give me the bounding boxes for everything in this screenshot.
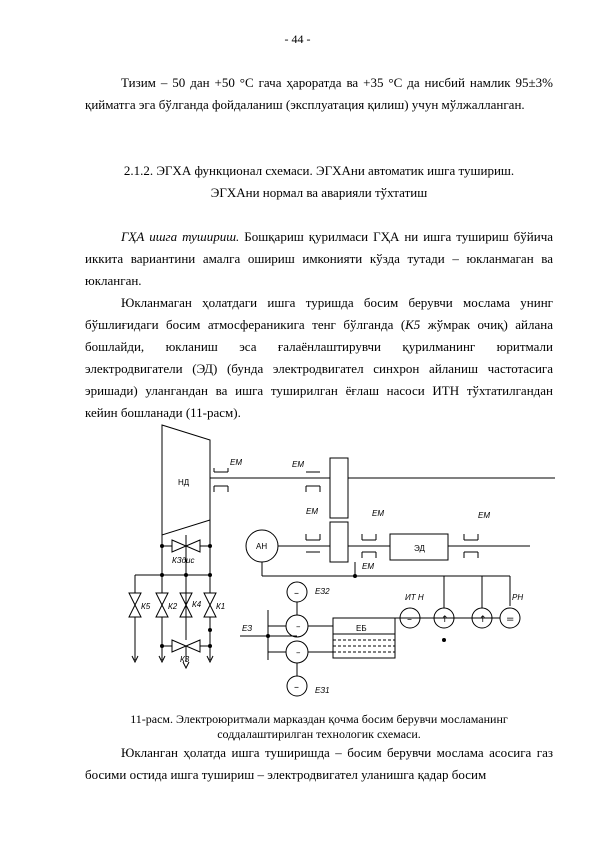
figure-caption: [85, 712, 553, 742]
figure-caption-line-1: 11-расм. Электроюритмали марказдан қочма босим берувчи мосламанинг: [130, 712, 508, 726]
svg-text:↑: ↑: [441, 615, 449, 625]
svg-text:–: –: [407, 614, 412, 625]
label-k1: К1: [216, 602, 226, 611]
paragraph-4: Юкланган ҳолатда ишга туширишда – босим берувчи мослама асосига газ босими остида ишга тушириш – электродвигател уланишга қадар босим: [85, 745, 553, 782]
paragraph-1: Тизим – 50 дан +50 °С гача ҳароратда ва +35 °С да нисбий намлик 95±3% қийматга эга бўлганда фойдаланиш (эксплуатация қилиш) учун мўлжалланган.: [85, 75, 553, 112]
label-ez2: ЕЗ2: [315, 587, 330, 596]
valve-k3dis: [172, 540, 186, 552]
label-an: АН: [256, 542, 268, 551]
svg-text:–: –: [294, 682, 299, 693]
bearing-em-1: [214, 468, 228, 492]
valve-k5: [129, 575, 141, 660]
bearing-em-2: [306, 472, 320, 492]
paragraph-3-part-2: жўмрак очиқ) айлана бошлайди, юкланиш эса ғалаёнлаштирувчи қурилманинг юритмали электродвигатели (ЭД) (бунда электродвигател синхрон айланиш частотасига эришади) улангандан ва ишга туширилган ёғлаш насоси ИТН тўхтатилгандан кейин бошланади (11-расм).: [85, 317, 553, 420]
shaft-block: [330, 458, 348, 518]
paragraph-3-part-1: Юкланмаган ҳолатдаги ишга туришда босим берувчи мослама унинг бўшлиғидаги босим атмосфераникига тенг бўлганда (: [85, 295, 553, 332]
label-em-4: ЕМ: [372, 509, 384, 518]
label-em-2: ЕМ: [292, 460, 304, 469]
valve-k3: [172, 640, 186, 652]
page-number: - 44 -: [284, 32, 311, 46]
paragraph-3-k5: К5: [405, 317, 421, 332]
label-k4: К4: [192, 600, 202, 609]
label-k2: К2: [168, 602, 178, 611]
label-ez: ЕЗ: [242, 624, 253, 633]
label-em-1: ЕМ: [230, 458, 242, 467]
paragraph-2-text: Бошқариш қурилмаси ГҲА ни ишга тушириш бўйича иккита вариантини амалга ошириш имконияти кўзда тутади – юкланмаган ва юкланган.: [85, 229, 553, 288]
label-nd: НД: [178, 478, 190, 487]
svg-text:–: –: [296, 648, 301, 658]
label-itn: ИТ Н: [405, 593, 424, 602]
bearing-em-3: [306, 534, 320, 552]
label-k5: К5: [141, 602, 151, 611]
label-k3dis: КЗдис: [172, 556, 195, 565]
label-ed: ЭД: [414, 544, 425, 553]
label-rn: РН: [512, 593, 524, 602]
figure-caption-line-2: соддалаштирилган технологик схемаси.: [217, 727, 421, 741]
label-eb: ЕБ: [356, 624, 367, 633]
section-heading-line-1: 2.1.2. ЭГХА функционал схемаси. ЭГХАни автоматик ишга тушириш.: [123, 163, 515, 178]
label-em-5: ЕМ: [362, 562, 374, 571]
label-ez1: ЕЗ1: [315, 686, 330, 695]
paragraph-2-lead: ГҲА ишга тушириш.: [121, 229, 240, 244]
label-k3: К3: [180, 655, 190, 664]
svg-text:=: =: [506, 614, 515, 625]
svg-text:–: –: [294, 588, 299, 599]
section-heading-line-2: ЭГХАни нормал ва аварияли тўхтатиш: [210, 185, 428, 200]
svg-text:–: –: [296, 622, 301, 632]
label-em-3: ЕМ: [306, 507, 318, 516]
svg-text:↑: ↑: [479, 615, 487, 625]
label-em-6: ЕМ: [478, 511, 490, 520]
